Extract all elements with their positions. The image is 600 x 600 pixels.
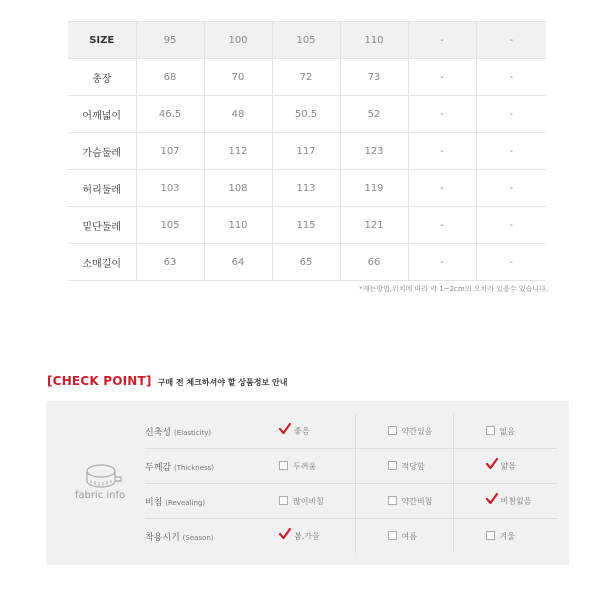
checkbox-icon <box>388 496 397 505</box>
check-point-subtitle: 구매 전 체크하셔야 할 상품정보 안내 <box>157 378 288 387</box>
measurement-cell: - <box>408 133 476 170</box>
measurement-cell: 65 <box>272 244 340 281</box>
measurement-cell: 121 <box>340 207 408 244</box>
check-option <box>253 449 355 484</box>
attribute-name: 두께감 <box>145 462 172 473</box>
measurement-cell: 117 <box>272 133 340 170</box>
attribute-name-en: (Season) <box>182 533 214 542</box>
check-option-label: 비침없음 <box>500 496 532 506</box>
measurement-label: 허리둘레 <box>68 170 136 207</box>
measurement-cell: 73 <box>340 59 408 96</box>
check-option <box>355 519 453 554</box>
check-option <box>453 414 557 449</box>
measurement-cell: - <box>408 244 476 281</box>
measurement-cell: - <box>408 207 476 244</box>
measurement-cell: - <box>476 59 546 96</box>
measurement-cell: 46.5 <box>136 96 204 133</box>
attribute-name: 비침 <box>145 497 163 508</box>
check-option <box>453 449 557 484</box>
check-row <box>145 449 557 484</box>
check-option <box>453 484 557 519</box>
check-point-heading <box>47 374 287 388</box>
measurement-cell: 63 <box>136 244 204 281</box>
measurement-label: 총장 <box>68 59 136 96</box>
checkbox-icon <box>388 531 397 540</box>
measurement-cell: 68 <box>136 59 204 96</box>
checkmark-icon <box>279 528 291 540</box>
measurement-cell: 52 <box>340 96 408 133</box>
measurement-cell: 72 <box>272 59 340 96</box>
check-option <box>253 519 355 554</box>
check-option <box>453 519 557 554</box>
size-header-cell: 105 <box>272 22 340 59</box>
attribute-name: 착용시기 <box>145 532 180 543</box>
size-header-cell: 95 <box>136 22 204 59</box>
check-option-label: 봄,가을 <box>294 531 320 541</box>
checkbox-icon <box>279 461 288 470</box>
check-option-label: 없음 <box>499 426 515 436</box>
size-table-body <box>68 22 546 281</box>
measurement-label: 어깨넓이 <box>68 96 136 133</box>
size-row <box>68 133 546 170</box>
measurement-cell: - <box>476 207 546 244</box>
measurement-cell: 112 <box>204 133 272 170</box>
check-option-label: 많이비침 <box>293 496 324 506</box>
check-option-label: 얇음 <box>500 461 516 471</box>
check-option-label: 여름 <box>401 531 417 541</box>
size-row <box>68 170 546 207</box>
measurement-cell: - <box>476 96 546 133</box>
measurement-cell: - <box>476 170 546 207</box>
check-option-label: 겨울 <box>499 531 515 541</box>
measurement-cell: - <box>408 170 476 207</box>
measurement-cell: - <box>476 244 546 281</box>
tape-measure-icon <box>79 461 123 491</box>
measurement-cell: - <box>408 59 476 96</box>
checkbox-icon <box>486 531 495 540</box>
checkmark-icon <box>486 458 498 470</box>
size-header-cell: 110 <box>340 22 408 59</box>
measurement-cell: 105 <box>136 207 204 244</box>
fabric-check-body <box>145 414 557 553</box>
measurement-cell: 70 <box>204 59 272 96</box>
attribute-name: 신축성 <box>145 427 172 438</box>
check-row <box>145 484 557 519</box>
measurement-label: 소매길이 <box>68 244 136 281</box>
checkbox-icon <box>486 426 495 435</box>
size-header-label: SIZE <box>68 22 136 59</box>
measurement-cell: 115 <box>272 207 340 244</box>
check-option <box>253 484 355 519</box>
check-option <box>253 414 355 449</box>
measurement-cell: 48 <box>204 96 272 133</box>
checkmark-icon <box>486 493 498 505</box>
size-row <box>68 59 546 96</box>
check-point-title: [CHECK POINT] <box>47 374 152 388</box>
size-header-row <box>68 22 546 59</box>
check-option <box>355 484 453 519</box>
checkbox-icon <box>279 496 288 505</box>
checkbox-icon <box>388 426 397 435</box>
check-row <box>145 414 557 449</box>
check-option-label: 약간비침 <box>401 496 433 506</box>
checkbox-icon <box>388 461 397 470</box>
fabric-info-label: fabric info <box>74 490 126 501</box>
size-row <box>68 96 546 133</box>
checkmark-icon <box>279 423 291 435</box>
check-row-label <box>145 484 253 519</box>
measurement-cell: 110 <box>204 207 272 244</box>
check-option <box>355 414 453 449</box>
measurement-cell: 113 <box>272 170 340 207</box>
check-option <box>355 449 453 484</box>
measurement-cell: 66 <box>340 244 408 281</box>
measurement-note: *재는방법,위치에 따라 약 1~2cm의 오차가 있을수 있습니다. <box>359 285 548 293</box>
attribute-name-en: (Elasticity) <box>173 428 212 437</box>
measurement-cell: - <box>408 96 476 133</box>
measurement-cell: 108 <box>204 170 272 207</box>
fabric-check-grid <box>145 414 557 553</box>
check-row <box>145 519 557 554</box>
attribute-name-en: (Thickness) <box>173 463 215 472</box>
check-option-label: 약간있음 <box>401 426 433 436</box>
check-row-label <box>145 449 253 484</box>
measurement-label: 밑단둘레 <box>68 207 136 244</box>
check-option-label: 적당함 <box>401 461 425 471</box>
measurement-cell: 119 <box>340 170 408 207</box>
size-row <box>68 207 546 244</box>
measurement-cell: 107 <box>136 133 204 170</box>
measurement-cell: - <box>476 133 546 170</box>
measurement-cell: 64 <box>204 244 272 281</box>
size-header-cell: 100 <box>204 22 272 59</box>
check-option-label: 좋음 <box>294 426 310 436</box>
attribute-name-en: (Revealing) <box>165 498 206 507</box>
check-option-label: 두꺼움 <box>293 461 317 471</box>
size-table <box>68 21 546 281</box>
measurement-cell: 50.5 <box>272 96 340 133</box>
size-row <box>68 244 546 281</box>
measurement-cell: 123 <box>340 133 408 170</box>
check-row-label <box>145 414 253 449</box>
measurement-cell: 103 <box>136 170 204 207</box>
check-row-label <box>145 519 253 554</box>
size-header-cell: - <box>476 22 546 59</box>
size-header-cell: - <box>408 22 476 59</box>
measurement-label: 가슴둘레 <box>68 133 136 170</box>
